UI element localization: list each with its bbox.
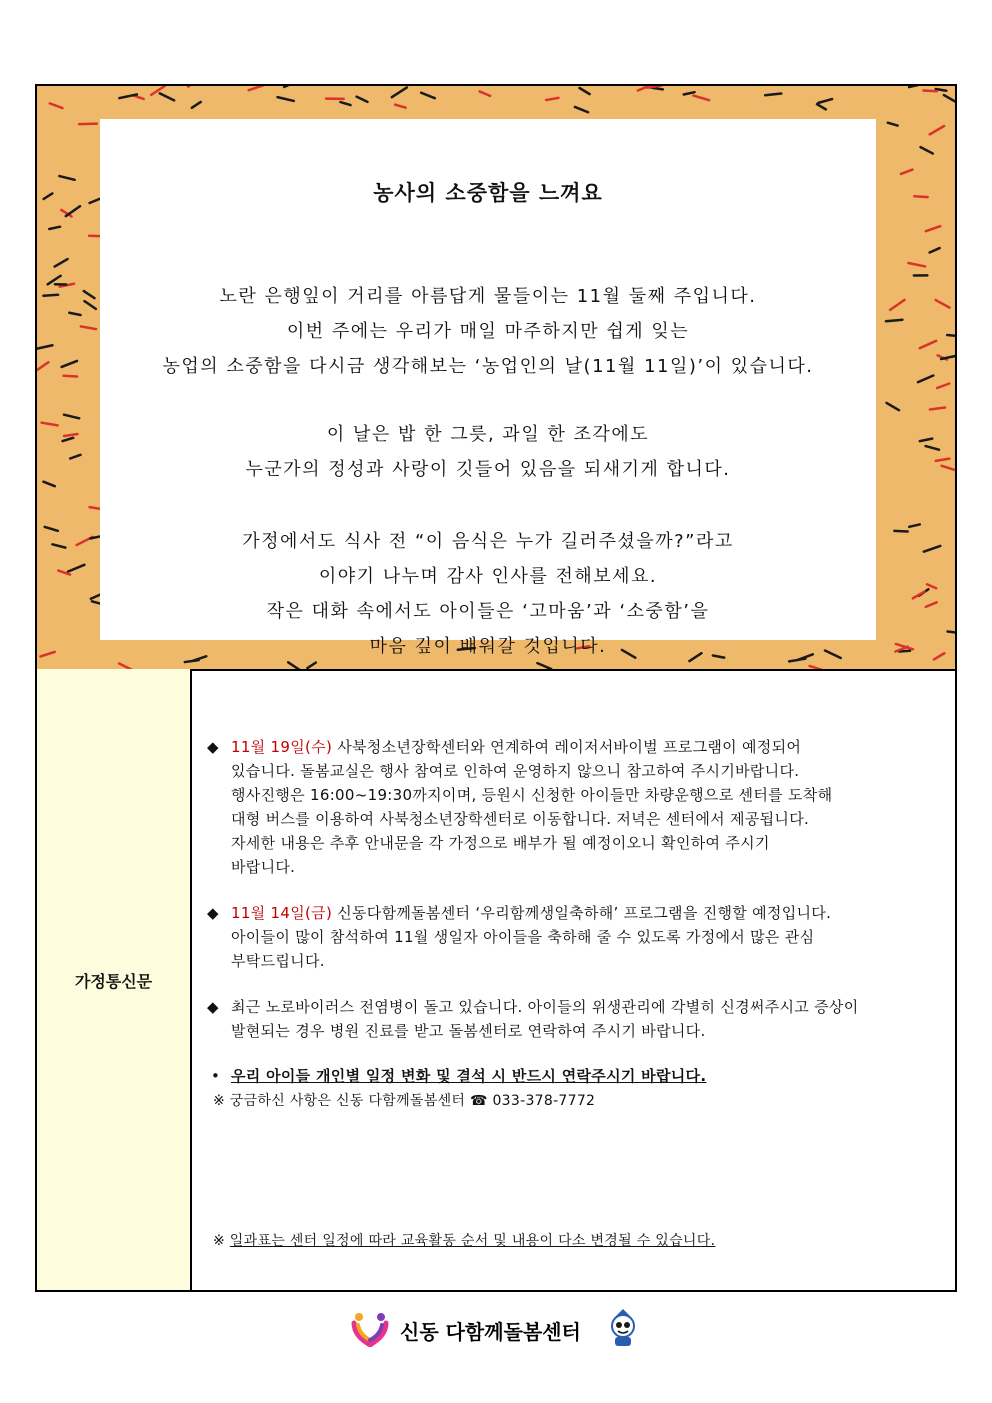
confetti-dash bbox=[62, 361, 77, 367]
confetti-dash bbox=[546, 98, 558, 100]
confetti-dash bbox=[188, 86, 201, 87]
newsletter-label-cell bbox=[37, 669, 192, 1290]
notice-text: 신동다함께돌봄센터 ‘우리함께생일축하해’ 프로그램을 진행할 예정입니다. bbox=[332, 904, 832, 922]
confetti-dash bbox=[926, 446, 939, 450]
confetti-dash bbox=[69, 313, 80, 315]
confetti-dash bbox=[765, 93, 781, 95]
confetti-dash bbox=[45, 527, 58, 531]
confetti-dash bbox=[908, 263, 925, 266]
confetti-dash bbox=[37, 362, 48, 370]
confetti-dash bbox=[920, 439, 932, 442]
paragraph-line: 노란 은행잎이 거리를 아름답게 물들이는 11월 둘째 주입니다. bbox=[219, 286, 757, 307]
attendance-remark bbox=[211, 1064, 706, 1088]
paragraph-line: 이야기 나누며 감사 인사를 전해보세요. bbox=[318, 566, 658, 587]
confetti-dash bbox=[937, 384, 949, 388]
confetti-dash bbox=[684, 92, 695, 94]
confetti-dash bbox=[84, 301, 95, 309]
confetti-dash bbox=[160, 93, 174, 100]
notice-text: 사북청소년장학센터와 연계하여 레이저서바이벌 프로그램이 예정되어 bbox=[332, 738, 802, 756]
confetti-dash bbox=[901, 170, 913, 174]
paragraph-line: 작은 대화 속에서도 아이들은 ‘고마움’과 ‘소중함’을 bbox=[266, 601, 710, 622]
confetti-dash bbox=[930, 408, 945, 410]
confetti-dash bbox=[63, 438, 74, 441]
confetti-dash bbox=[84, 291, 95, 298]
confetti-dash bbox=[899, 651, 910, 652]
remark-text: 우리 아이들 개인별 일정 변화 및 결석 시 반드시 연락주시기 바랍니다. bbox=[231, 1067, 707, 1085]
confetti-dash bbox=[64, 376, 78, 377]
notice-date: 11월 14일(금) bbox=[231, 904, 333, 922]
heart-people-logo-icon bbox=[350, 1311, 390, 1347]
confetti-dash bbox=[44, 193, 53, 199]
confetti-dash bbox=[934, 653, 944, 659]
paragraph-line: 이번 주에는 우리가 매일 마주하지만 쉽게 잊는 bbox=[286, 321, 690, 342]
confetti-dash bbox=[930, 248, 940, 252]
confetti-dash bbox=[927, 584, 936, 588]
center-name: 신동 다함께돌봄센터 bbox=[400, 1320, 581, 1344]
confetti-dash bbox=[42, 423, 58, 426]
confetti-dash bbox=[392, 87, 407, 97]
confetti-dash bbox=[59, 176, 74, 180]
contact-info bbox=[213, 1089, 595, 1113]
confetti-dash bbox=[357, 97, 368, 102]
phone-icon: ☎ bbox=[469, 1093, 488, 1109]
confetti-dash bbox=[68, 565, 84, 572]
footnote-mark: ※ bbox=[213, 1233, 230, 1249]
confetti-dash bbox=[914, 196, 927, 197]
contact-text: ※ 궁금하신 사항은 신동 다함께돌봄센터 bbox=[213, 1093, 470, 1109]
notice-text: 바랍니다. bbox=[231, 858, 296, 876]
confetti-dash bbox=[81, 326, 96, 329]
paragraph-line: 누군가의 정성과 사랑이 깃들어 있음을 되새기게 합니다. bbox=[245, 459, 731, 480]
confetti-dash bbox=[90, 199, 100, 203]
confetti-dash bbox=[930, 126, 944, 134]
confetti-dash bbox=[421, 93, 435, 98]
confetti-dash bbox=[944, 95, 955, 102]
newsletter-label: 가정통신문 bbox=[74, 972, 153, 991]
confetti-dash bbox=[284, 86, 294, 87]
footnote-text: 일과표는 센터 일정에 따라 교육활동 순서 및 내용이 다소 변경될 수 있습니다. bbox=[229, 1233, 716, 1249]
diamond-bullet-icon: ◆ bbox=[207, 998, 219, 1016]
decorative-panel bbox=[37, 86, 955, 671]
notice-text: 행사진행은 16:00~19:30까지이며, 등원시 신청한 아이들만 차량운행으로 센터를 도착해 bbox=[231, 786, 833, 804]
confetti-dash bbox=[909, 86, 921, 87]
confetti-dash bbox=[480, 91, 490, 95]
confetti-dash bbox=[926, 226, 940, 231]
notice-text: 대형 버스를 이용하여 사북청소년장학센터로 이동합니다. 저녁은 센터에서 제공됩니다. bbox=[231, 810, 810, 828]
confetti-dash bbox=[50, 103, 63, 108]
confetti-dash bbox=[693, 96, 709, 101]
notice-text: 아이들이 많이 참석하여 11월 생일자 아이들을 축하해 줄 수 있도록 가정에서 많은 관심 bbox=[231, 928, 815, 946]
paragraph-suggestion bbox=[100, 524, 876, 664]
confetti-dash bbox=[947, 335, 955, 337]
message-card bbox=[100, 119, 876, 657]
confetti-dash bbox=[64, 434, 77, 436]
confetti-dash bbox=[66, 206, 80, 216]
confetti-dash bbox=[942, 466, 955, 470]
phone-number: 033-378-7772 bbox=[487, 1093, 596, 1109]
confetti-dash bbox=[52, 544, 65, 547]
confetti-dash bbox=[924, 546, 940, 552]
confetti-dash bbox=[923, 91, 936, 92]
confetti-dash bbox=[249, 86, 263, 90]
footer bbox=[0, 1308, 992, 1348]
confetti-dash bbox=[119, 94, 137, 98]
paragraph-line: 농업의 소중함을 다시금 생각해보는 ‘농업인의 날(11월 11일)’이 있습니다. bbox=[162, 356, 814, 377]
notice-text: 최근 노로바이러스 전염병이 돌고 있습니다. 아이들의 위생관리에 각별히 신경써주시고 증상이 bbox=[231, 998, 859, 1016]
bullet-dot-icon: • bbox=[211, 1067, 221, 1085]
newsletter-table bbox=[37, 669, 955, 1290]
diamond-bullet-icon: ◆ bbox=[207, 904, 219, 922]
notice-text: 발현되는 경우 병원 진료를 받고 돌봄센터로 연락하여 주시기 바랍니다. bbox=[231, 1022, 706, 1040]
diamond-bullet-icon: ◆ bbox=[207, 738, 219, 756]
confetti-dash bbox=[648, 86, 662, 88]
newsletter-content bbox=[207, 669, 947, 1290]
confetti-dash bbox=[43, 482, 54, 486]
confetti-dash bbox=[278, 97, 294, 101]
confetti-dash bbox=[926, 602, 937, 607]
confetti-dash bbox=[913, 592, 925, 599]
confetti-dash bbox=[40, 652, 54, 657]
confetti-dash bbox=[894, 531, 907, 532]
confetti-dash bbox=[340, 102, 350, 105]
confetti-dash bbox=[921, 147, 933, 153]
notice-text: 있습니다. 돌봄교실은 행사 참여로 인하여 운영하지 않으니 참고하여 주시기바랍니다. bbox=[231, 762, 800, 780]
card-title: 농사의 소중함을 느껴요 bbox=[373, 181, 603, 205]
confetti-dash bbox=[575, 107, 588, 112]
confetti-dash bbox=[43, 295, 58, 296]
confetti-dash bbox=[580, 88, 590, 94]
notice-date: 11월 19일(수) bbox=[231, 738, 333, 756]
confetti-dash bbox=[920, 341, 936, 348]
confetti-dash bbox=[395, 105, 406, 108]
paragraph-intro bbox=[100, 279, 876, 384]
confetti-dash bbox=[55, 259, 68, 267]
paragraph-line: 마음 깊이 배워갈 것입니다. bbox=[369, 636, 607, 657]
paragraph-line: 가정에서도 식사 전 “이 음식은 누가 길러주셨을까?”라고 bbox=[242, 531, 734, 552]
confetti-dash bbox=[888, 123, 898, 126]
confetti-dash bbox=[936, 459, 950, 461]
document-frame bbox=[35, 84, 957, 1292]
confetti-dash bbox=[887, 403, 899, 410]
confetti-dash bbox=[70, 455, 80, 459]
confetti-dash bbox=[909, 524, 920, 526]
confetti-dash bbox=[936, 300, 950, 308]
confetti-dash bbox=[886, 320, 903, 322]
paragraph-line: 이 날은 밥 한 그릇, 과일 한 조각에도 bbox=[326, 424, 650, 445]
confetti-dash bbox=[90, 507, 101, 509]
confetti-dash bbox=[638, 87, 647, 91]
paragraph-meaning bbox=[100, 417, 876, 487]
notice-text: 자세한 내용은 추후 안내문을 각 가정으로 배부가 될 예정이오니 확인하여 주시기 bbox=[231, 834, 770, 852]
confetti-dash bbox=[37, 345, 52, 348]
schedule-footnote bbox=[213, 1229, 715, 1253]
confetti-dash bbox=[817, 104, 826, 109]
confetti-dash bbox=[49, 227, 60, 229]
confetti-dash bbox=[818, 99, 832, 103]
confetti-dash bbox=[918, 376, 933, 383]
confetti-dash bbox=[192, 102, 201, 108]
confetti-dash bbox=[890, 300, 904, 310]
confetti-dash bbox=[64, 415, 79, 419]
confetti-dash bbox=[948, 632, 955, 634]
notice-text: 부탁드립니다. bbox=[231, 952, 325, 970]
mascot-character-icon bbox=[604, 1308, 642, 1348]
